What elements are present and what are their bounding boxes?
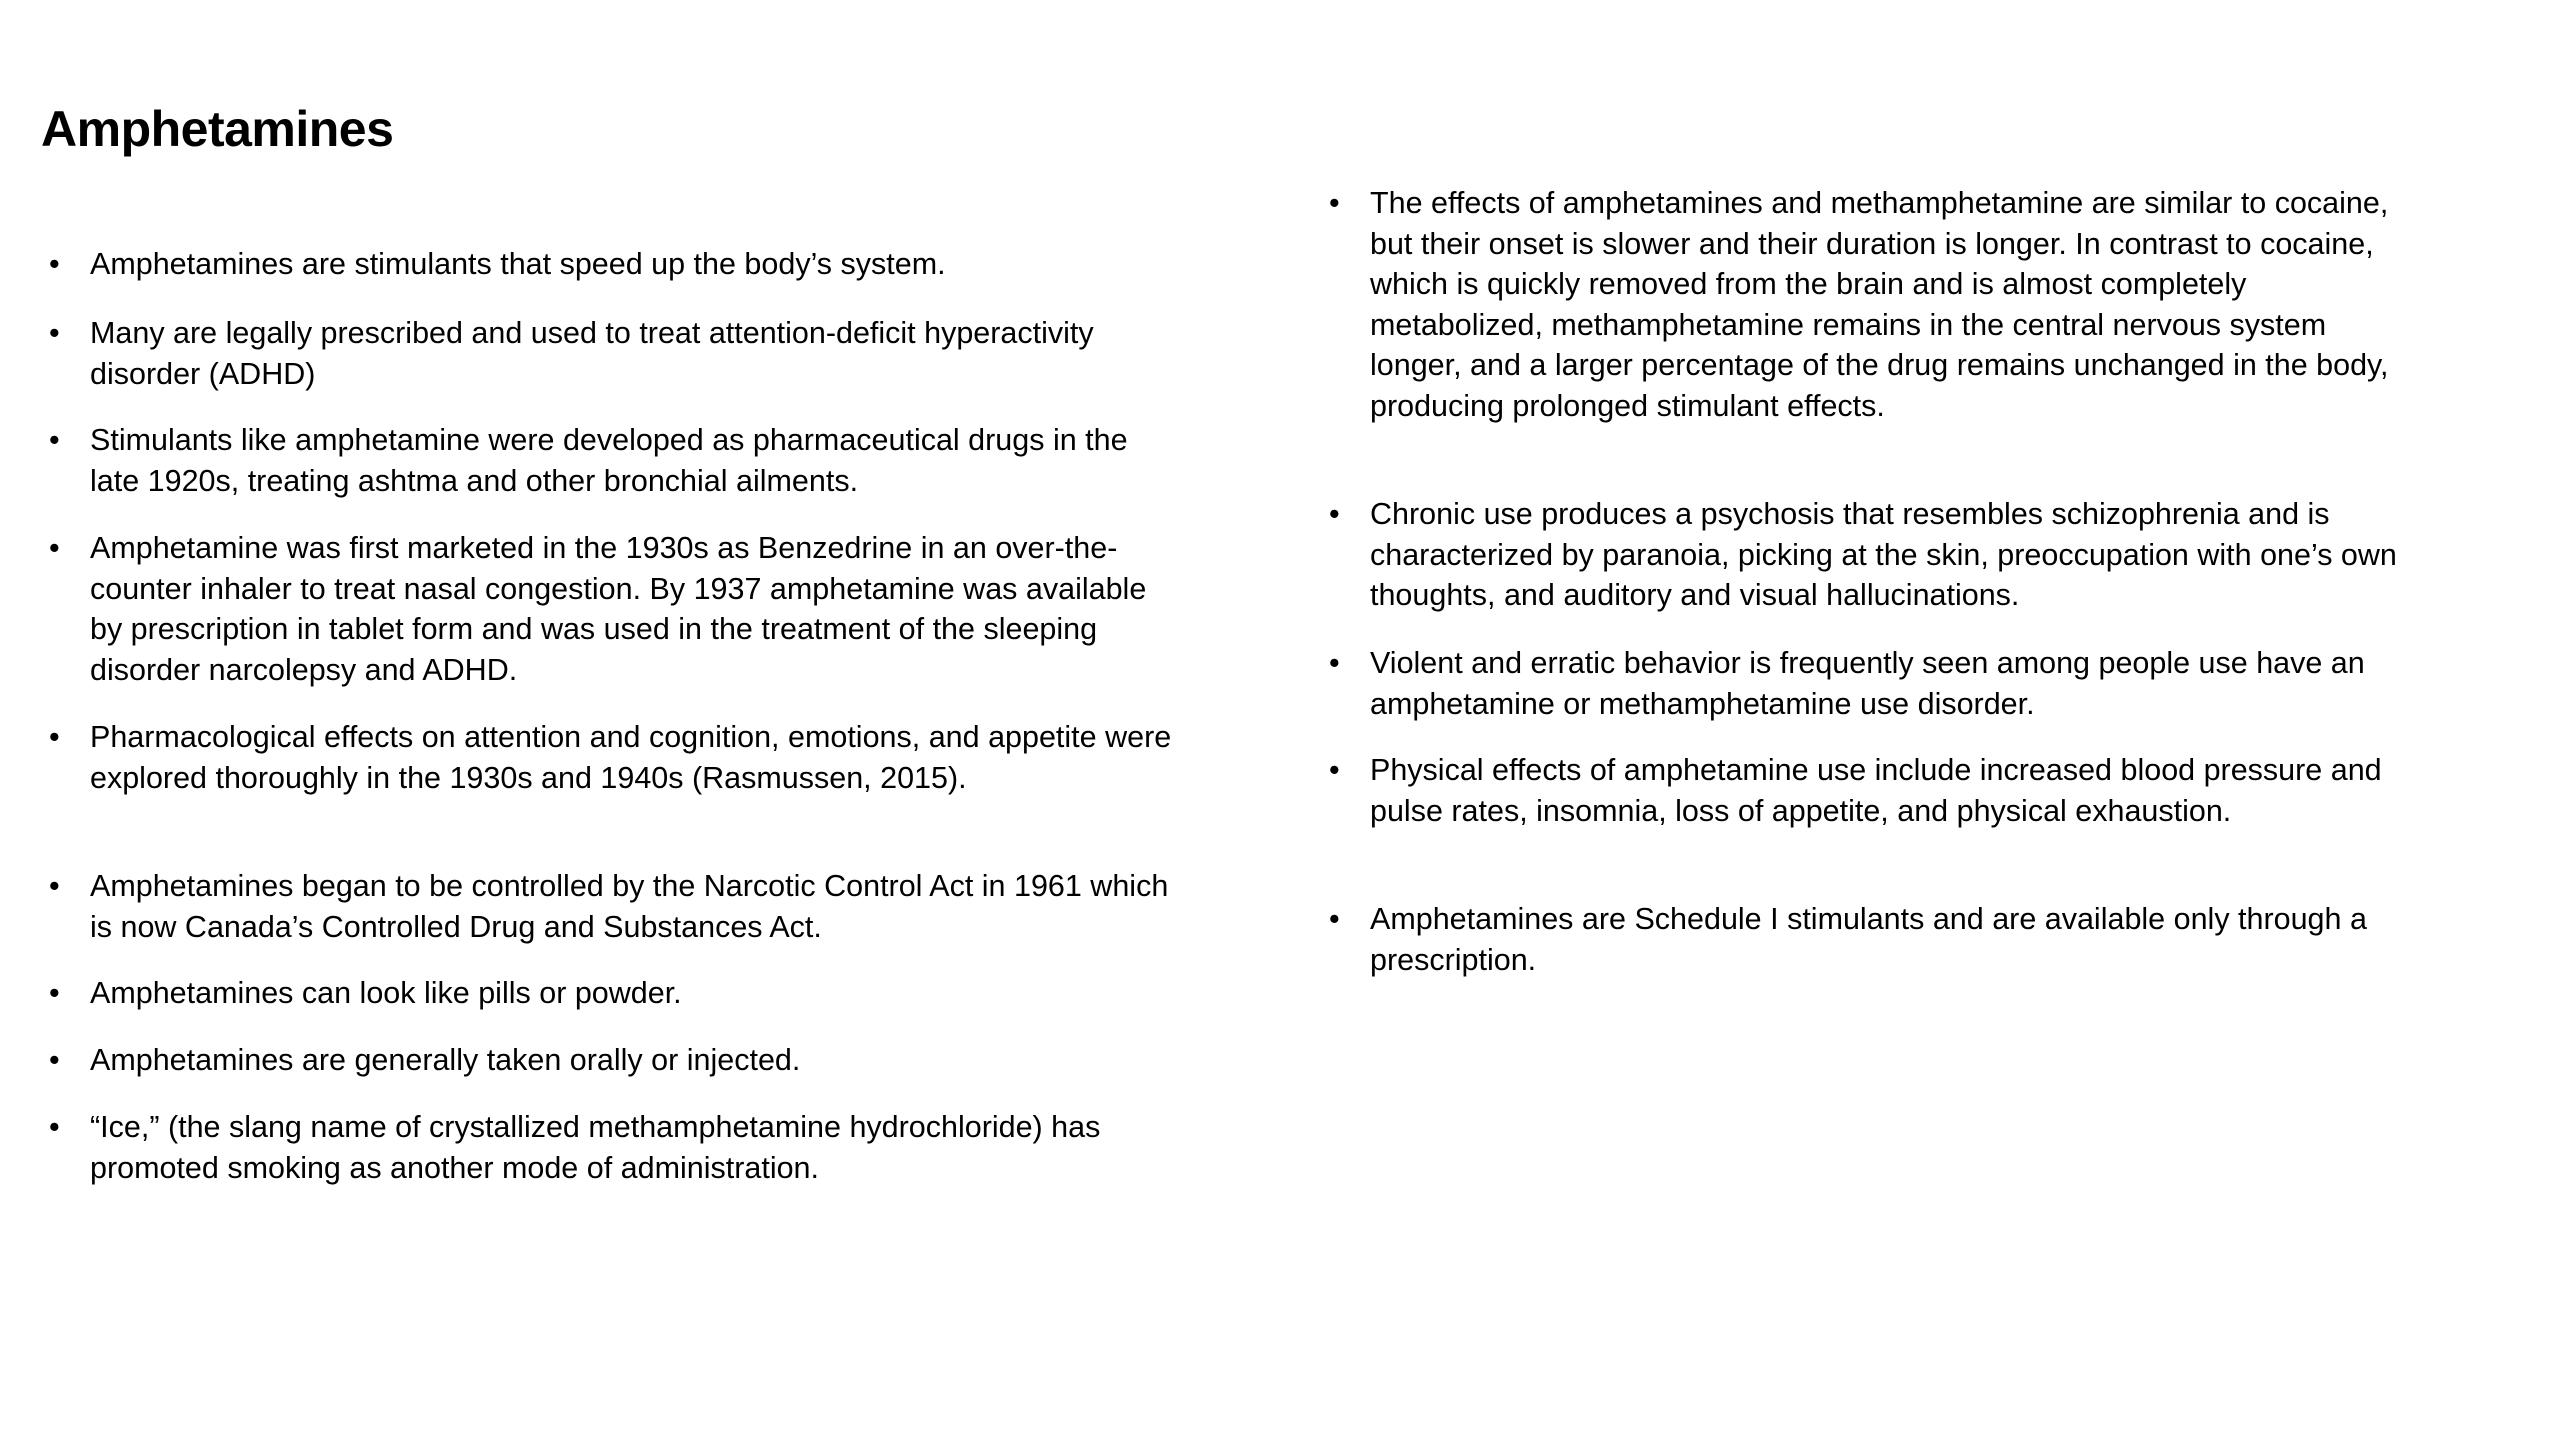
list-item-text: Amphetamines are stimulants that speed up the body’s system. bbox=[90, 247, 946, 281]
bullet-icon: • bbox=[49, 316, 60, 350]
list-item-text: Chronic use produces a psychosis that resembles schizophrenia and is characterized by paranoia, picking at the skin, preoccupation with one’s own thoughts, and auditory and visual hallucinations. bbox=[1370, 497, 2397, 612]
list-item bbox=[49, 528, 1184, 690]
list-item-text: Amphetamines are Schedule I stimulants and are available only through a prescription. bbox=[1370, 902, 2367, 977]
list-item bbox=[1329, 643, 2409, 724]
list-item bbox=[49, 1107, 1184, 1188]
bullet-icon: • bbox=[49, 1043, 60, 1077]
bullet-icon: • bbox=[1329, 646, 1340, 680]
bullet-icon: • bbox=[1329, 497, 1340, 531]
list-item bbox=[49, 1040, 1184, 1081]
list-item-text: Amphetamines are generally taken orally or injected. bbox=[90, 1043, 801, 1077]
bullet-icon: • bbox=[49, 531, 60, 565]
list-item-text: Violent and erratic behavior is frequently seen among people use have an amphetamine or methamphetamine use disorder. bbox=[1370, 646, 2365, 721]
bullet-icon: • bbox=[49, 423, 60, 457]
bullet-icon: • bbox=[49, 720, 60, 754]
bullet-icon: • bbox=[49, 976, 60, 1010]
list-item bbox=[49, 244, 1184, 285]
list-item-text: The effects of amphetamines and methamphetamine are similar to cocaine, but their onset is slower and their duration is longer. In contrast to cocaine, which is quickly removed from the brain and is almost completely metabolized, methamphetamine remains in the central nervous system longer, and a larger percentage of the drug remains unchanged in the body, producing prolonged stimulant effects. bbox=[1370, 186, 2389, 423]
list-item-text: Physical effects of amphetamine use include increased blood pressure and pulse rates, insomnia, loss of appetite, and physical exhaustion. bbox=[1370, 753, 2382, 828]
list-item-text: Pharmacological effects on attention and cognition, emotions, and appetite were explored thoroughly in the 1930s and 1940s (Rasmussen, 2015). bbox=[90, 720, 1172, 795]
list-item bbox=[49, 717, 1184, 798]
slide-title: Amphetamines bbox=[41, 101, 394, 157]
list-item-text: Amphetamines can look like pills or powder. bbox=[90, 976, 682, 1010]
list-item bbox=[1329, 899, 2409, 980]
list-item-text: “Ice,” (the slang name of crystallized methamphetamine hydrochloride) has promoted smoking as another mode of administration. bbox=[90, 1110, 1101, 1185]
bullet-icon: • bbox=[49, 1110, 60, 1144]
list-item bbox=[49, 313, 1184, 394]
list-item bbox=[49, 420, 1184, 501]
bullet-icon: • bbox=[49, 247, 60, 281]
list-item bbox=[1329, 494, 2409, 616]
list-item bbox=[1329, 183, 2409, 426]
list-item bbox=[49, 973, 1184, 1014]
list-item-text: Many are legally prescribed and used to treat attention-deficit hyperactivity disorder (ADHD) bbox=[90, 316, 1094, 391]
bullet-icon: • bbox=[1329, 753, 1340, 787]
bullet-icon: • bbox=[1329, 186, 1340, 220]
bullet-icon: • bbox=[49, 869, 60, 903]
list-item-text: Amphetamines began to be controlled by the Narcotic Control Act in 1961 which is now Canada’s Controlled Drug and Substances Act. bbox=[90, 869, 1169, 944]
list-item-text: Stimulants like amphetamine were developed as pharmaceutical drugs in the late 1920s, treating ashtma and other bronchial ailments. bbox=[90, 423, 1128, 498]
list-item bbox=[1329, 750, 2409, 831]
list-item bbox=[49, 866, 1184, 947]
list-item-text: Amphetamine was first marketed in the 1930s as Benzedrine in an over-the-counter inhaler to treat nasal congestion. By 1937 amphetamine was available by prescription in tablet form and was used in the treatment of the sleeping disorder narcolepsy and ADHD. bbox=[90, 531, 1147, 687]
bullet-icon: • bbox=[1329, 902, 1340, 936]
